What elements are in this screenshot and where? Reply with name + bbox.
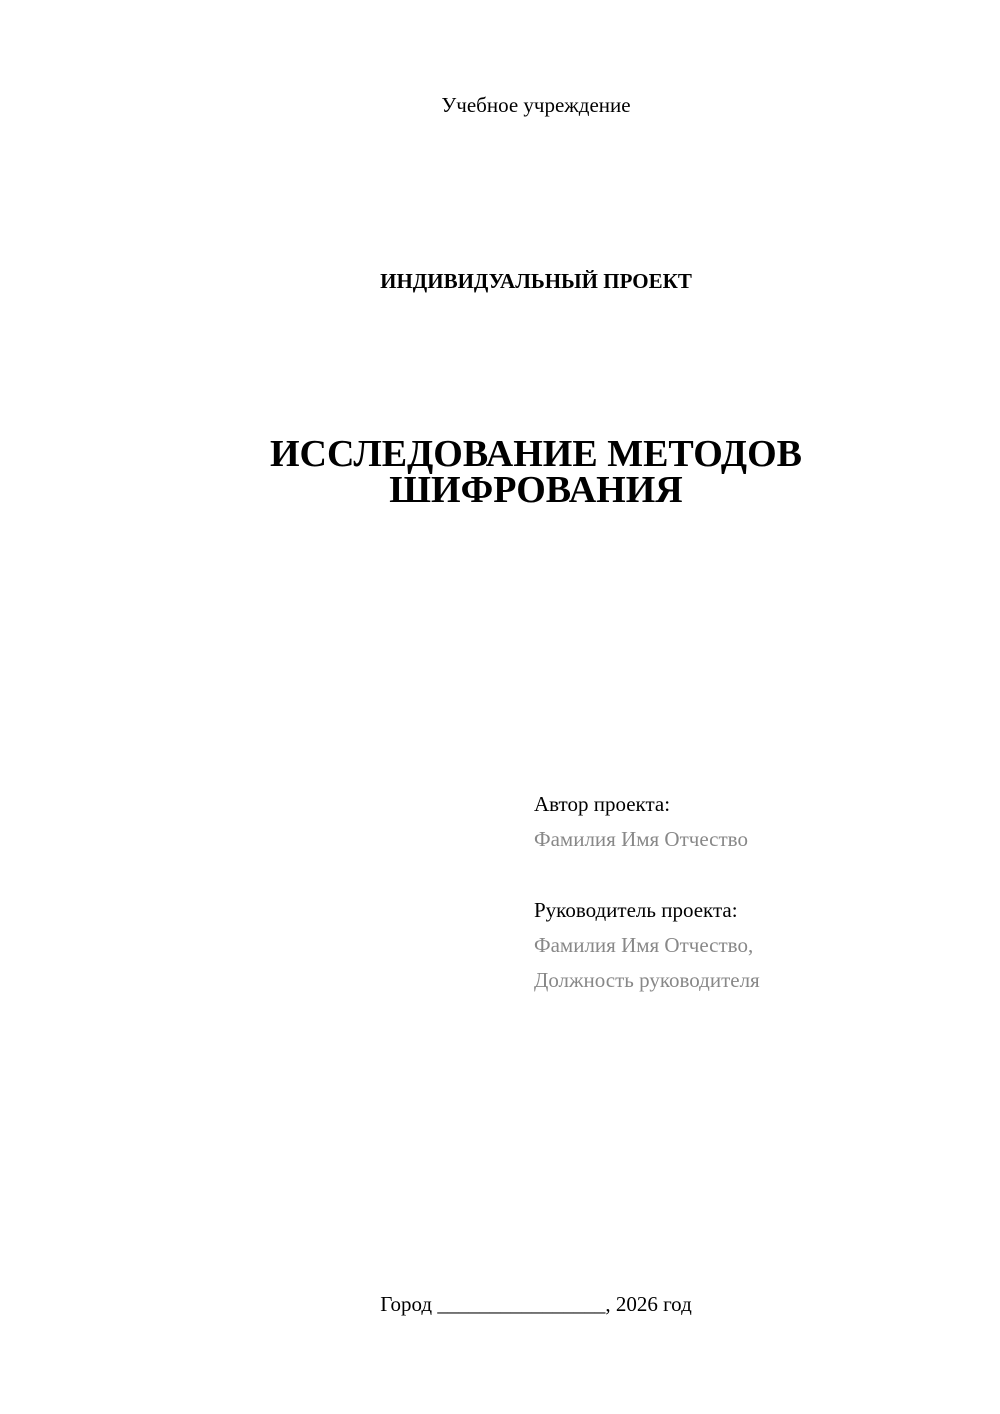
project-title: [0, 433, 1000, 511]
author-label: Автор проекта:: [534, 792, 671, 816]
supervisor-position: Должность руководителя: [534, 968, 760, 992]
supervisor-name: Фамилия Имя Отчество,: [534, 933, 754, 957]
project-title-line-1: ИССЛЕДОВАНИЕ МЕТОДОВ: [270, 433, 802, 475]
city-year-line: Город ________________, 2026 год: [380, 1292, 692, 1316]
supervisor-label: Руководитель проекта:: [534, 898, 738, 922]
author-block: [534, 787, 748, 857]
author-name: Фамилия Имя Отчество: [534, 827, 748, 851]
supervisor-block: [534, 893, 760, 998]
institution-name: Учебное учреждение: [441, 93, 631, 117]
project-type-heading: ИНДИВИДУАЛЬНЫЙ ПРОЕКТ: [380, 269, 692, 293]
project-title-line-2: ШИФРОВАНИЯ: [389, 469, 683, 511]
